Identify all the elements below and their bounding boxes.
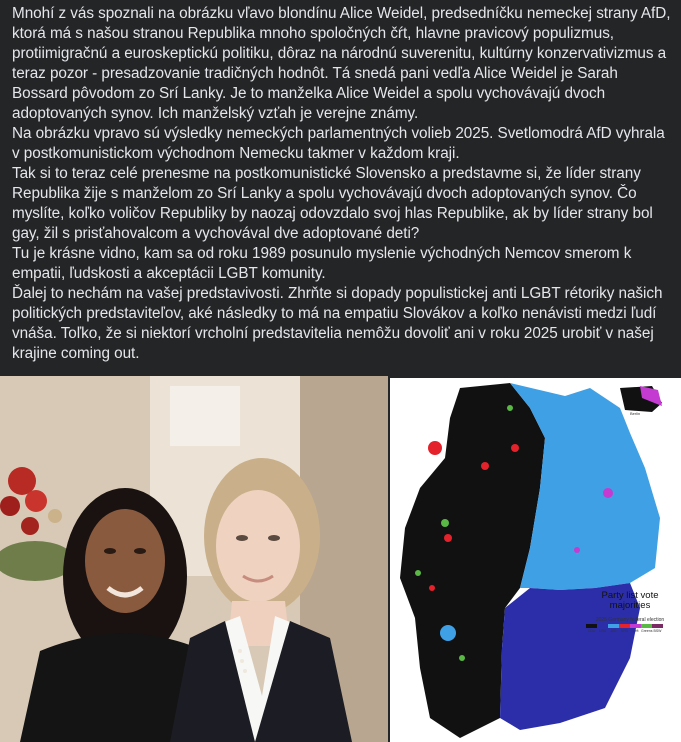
legend-swatch-spd	[619, 624, 630, 628]
map-spd-area-4	[444, 534, 452, 542]
berlin-inset-label: Berlin	[630, 411, 641, 416]
legend-label-greens: Greens	[641, 629, 653, 633]
post-paragraph-2: Na obrázku vpravo sú výsledky nemeckých parlamentných volieb 2025. Svetlomodrá AfD vyhrala v postkomunistickom východnom Nemecku takmer v každom kraji.	[12, 125, 665, 162]
map-subtitle: 2025 Germany federal election	[595, 617, 665, 623]
post-text	[12, 4, 674, 364]
legend-swatch-bsw	[652, 624, 663, 628]
map-spd-area-3	[511, 444, 519, 452]
legend-label-bsw: BSW	[653, 629, 662, 633]
election-map[interactable]	[390, 378, 681, 742]
map-greens-area-3	[415, 570, 421, 576]
map-greens-area-1	[507, 405, 513, 411]
legend-label-cdu: CDU	[587, 629, 596, 633]
map-title: Party list vote majorities	[601, 590, 659, 611]
map-left-area-2	[574, 547, 580, 553]
photo-two-women[interactable]	[0, 376, 388, 742]
post-paragraph-1: Mnohí z vás spoznali na obrázku vľavo blondínu Alice Weidel, predsedníčku nemeckej strany AfD, ktorá má s našou stranou Republika mnoho spoločných čŕt, hlavne pravicový populizmus, protiimigračnú a euroskeptickú politiku, dôraz na národnú suverenitu, kultúrny konzervativizmus a teraz pozor - presadzovanie tradičných hodnôt. Tá snedá pani vedľa Alice Weidel je Sarah Bossard pôvodom zo Srí Lanky. Je to manželka Alice Weidel a spolu vychovávajú dvoch adoptovaných synov. Ich manželský vzťah je verejne známy.	[12, 5, 671, 122]
legend-swatch-afd	[608, 624, 619, 628]
map-spd-area-5	[429, 585, 435, 591]
photo-grid[interactable]	[0, 376, 681, 742]
legend-swatch-greens	[641, 624, 652, 628]
map-greens-area-2	[441, 519, 449, 527]
legend-label-afd: AfD	[610, 629, 617, 633]
map-spd-area-2	[481, 462, 489, 470]
legend-label-spd: SPD	[620, 629, 629, 633]
legend-swatch-cdu	[586, 624, 597, 628]
legend-swatch-left	[630, 624, 641, 628]
legend-swatch-csu	[597, 624, 608, 628]
map-left-area-1	[603, 488, 613, 498]
legend-label-left: Left	[632, 629, 639, 633]
germany-map	[390, 378, 681, 742]
post-paragraph-4: Tu je krásne vidno, kam sa od roku 1989 posunulo myslenie východných Nemcov smerom k empatii, ľudskosti a akceptácii LGBT komunity.	[12, 245, 632, 282]
map-spd-area-1	[428, 441, 442, 455]
map-legend-labels	[586, 629, 663, 633]
map-greens-area-4	[459, 655, 465, 661]
map-legend	[586, 624, 663, 628]
post-paragraph-3: Tak si to teraz celé prenesme na postkomunistické Slovensko a predstavme si, že líder strany Republika žije s manželom zo Srí Lanky a spolu vychovávajú dvoch adoptovaných synov. Čo myslíte, koľko voličov Republiky by naozaj odovzdalo svoj hlas Republike, ak by líder strany bol gay, žil s prisťahovalcom a vychovával dve adoptované deti?	[12, 165, 653, 242]
map-afd-area-west	[440, 625, 456, 641]
post-paragraph-5: Ďalej to nechám na vašej predstavivosti. Zhrňte si dopady populistickej anti LGBT rétoriky našich politických predstaviteľov, aké následky to má na empatiu Slovákov a koľko nenávisti medzi ľudí vnáša. Toľko, že si niektorí vrcholní predstavitelia nemôžu dovoliť ani v roku 2025 urobiť v našej krajine coming out.	[12, 285, 663, 362]
photo-illustration	[0, 376, 388, 742]
legend-label-csu: CSU	[598, 629, 607, 633]
